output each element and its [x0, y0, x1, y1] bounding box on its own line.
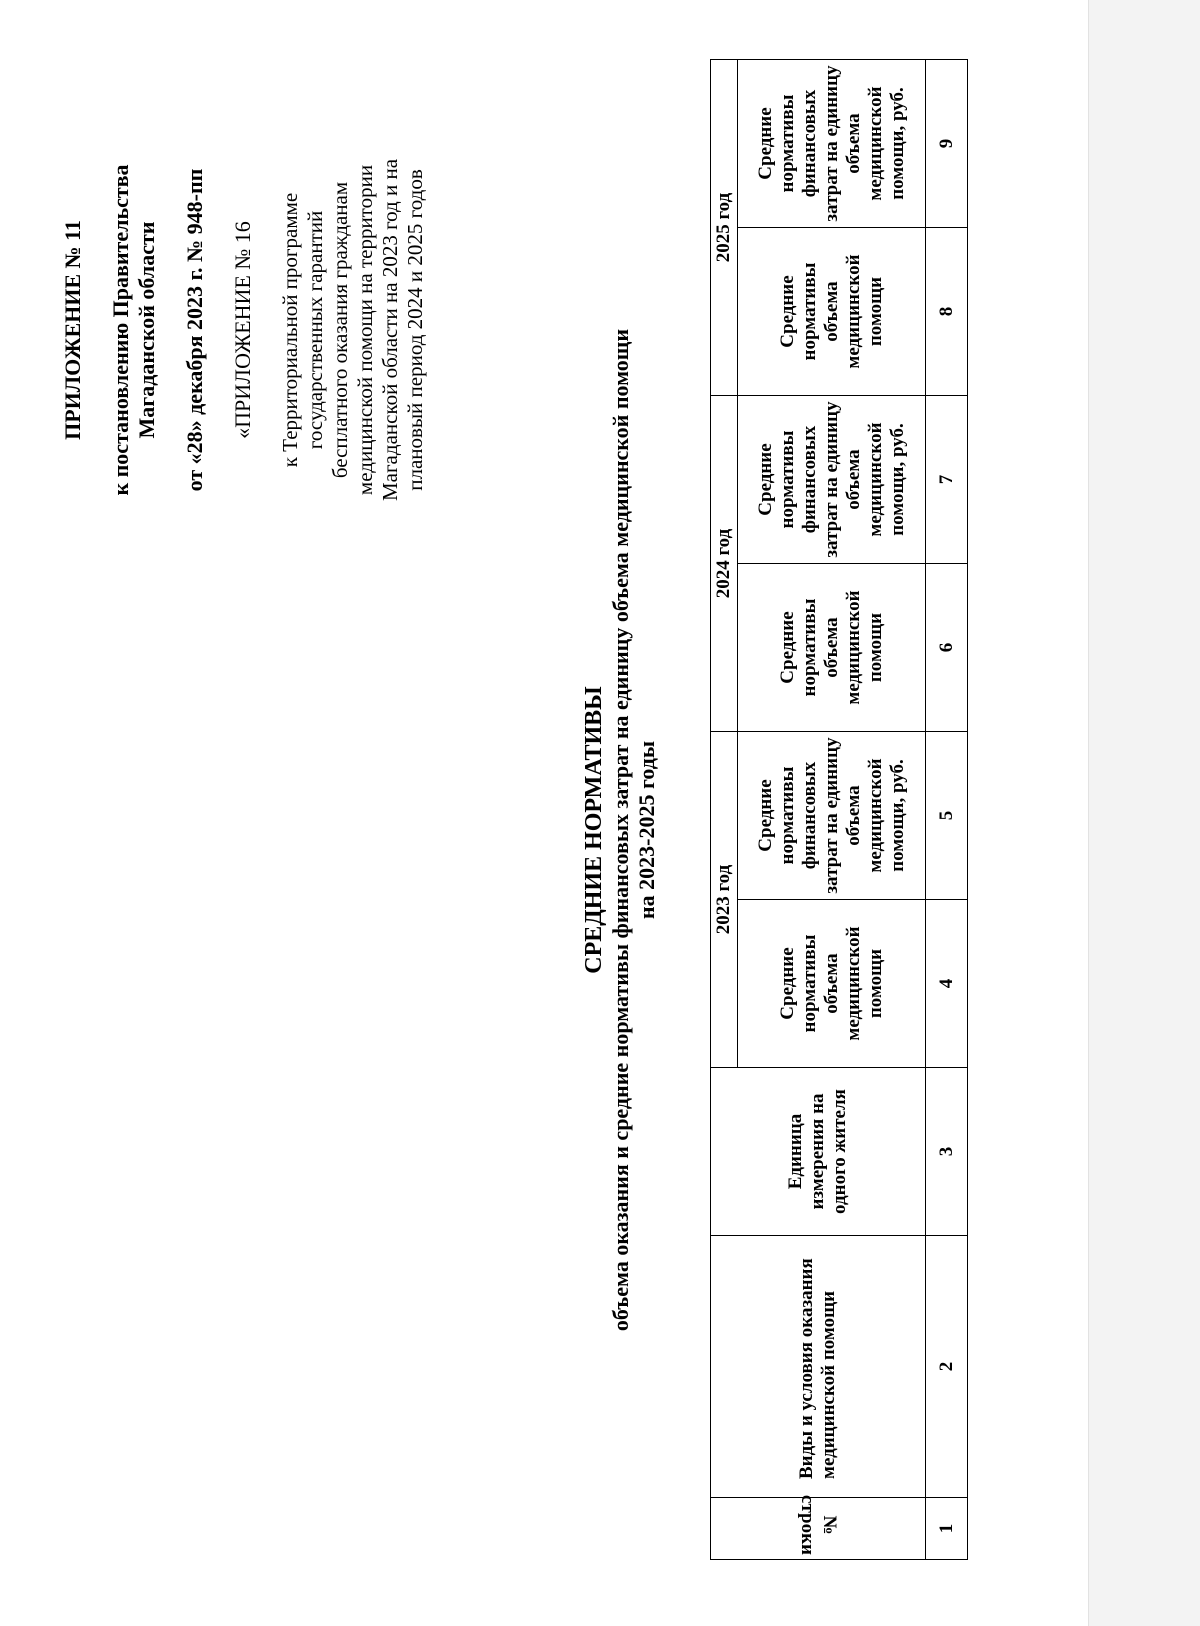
title-subtitle-2: на 2023-2025 годы: [634, 740, 659, 920]
resolution-date: от «28» декабря 2023 г. № 948-пп: [182, 168, 207, 492]
program-line: медицинской помощи на территории: [353, 164, 377, 496]
header-volume-2024: Средние нормативы объема медицинской помощи: [738, 564, 926, 732]
column-number: 7: [926, 396, 968, 564]
appendix-number: ПРИЛОЖЕНИЕ № 11: [60, 220, 85, 440]
header-cost-2024: Средние нормативы финансовых затрат на единицу объема медицинской помощи, руб.: [738, 396, 926, 564]
header-year-2023: 2023 год: [711, 732, 738, 1068]
resolution-line-1: к постановлению Правительства: [108, 164, 133, 496]
page-gutter: [1088, 0, 1200, 1626]
program-line: плановый период 2024 и 2025 годов: [403, 169, 427, 491]
header-row-number: [711, 1495, 926, 1560]
program-line: государственных гарантий: [303, 210, 327, 450]
column-number: 2: [926, 1236, 968, 1498]
rotated-page: [0, 60, 1100, 1600]
column-number: 1: [926, 1498, 968, 1560]
program-line: Магаданской области на 2023 год и на: [378, 158, 402, 502]
column-number: 9: [926, 60, 968, 228]
program-line: бесплатного оказания гражданам: [328, 181, 352, 479]
column-number: 5: [926, 732, 968, 900]
header-year-2025: 2025 год: [711, 60, 738, 396]
header-cost-2025: Средние нормативы финансовых затрат на единицу объема медицинской помощи, руб.: [738, 60, 926, 228]
document-title: [580, 60, 660, 1600]
column-number: 3: [926, 1068, 968, 1236]
header-unit: Единица измерения на одного жителя: [711, 1068, 926, 1236]
row-number-header-text: № строки: [797, 1495, 840, 1555]
header-volume-2023: Средние нормативы объема медицинской помощи: [738, 900, 926, 1068]
column-number: 8: [926, 228, 968, 396]
title-subtitle-1: объема оказания и средние нормативы финансовых затрат на единицу объема медицинской помощи: [608, 328, 633, 1332]
header-cost-2023: Средние нормативы финансовых затрат на единицу объема медицинской помощи, руб.: [738, 732, 926, 900]
header-year-2024: 2024 год: [711, 396, 738, 732]
previous-appendix: «ПРИЛОЖЕНИЕ № 16: [230, 221, 255, 439]
program-line: к Территориальной программе: [278, 192, 302, 468]
norms-table: [710, 59, 968, 1560]
resolution-line-2: Магаданской области: [134, 221, 159, 439]
header-volume-2025: Средние нормативы объема медицинской помощи: [738, 228, 926, 396]
column-number: 6: [926, 564, 968, 732]
column-number: 4: [926, 900, 968, 1068]
header-block: [60, 70, 428, 590]
title-main: СРЕДНИЕ НОРМАТИВЫ: [581, 686, 607, 974]
header-care-types: Виды и условия оказания медицинской помощи: [711, 1236, 926, 1498]
